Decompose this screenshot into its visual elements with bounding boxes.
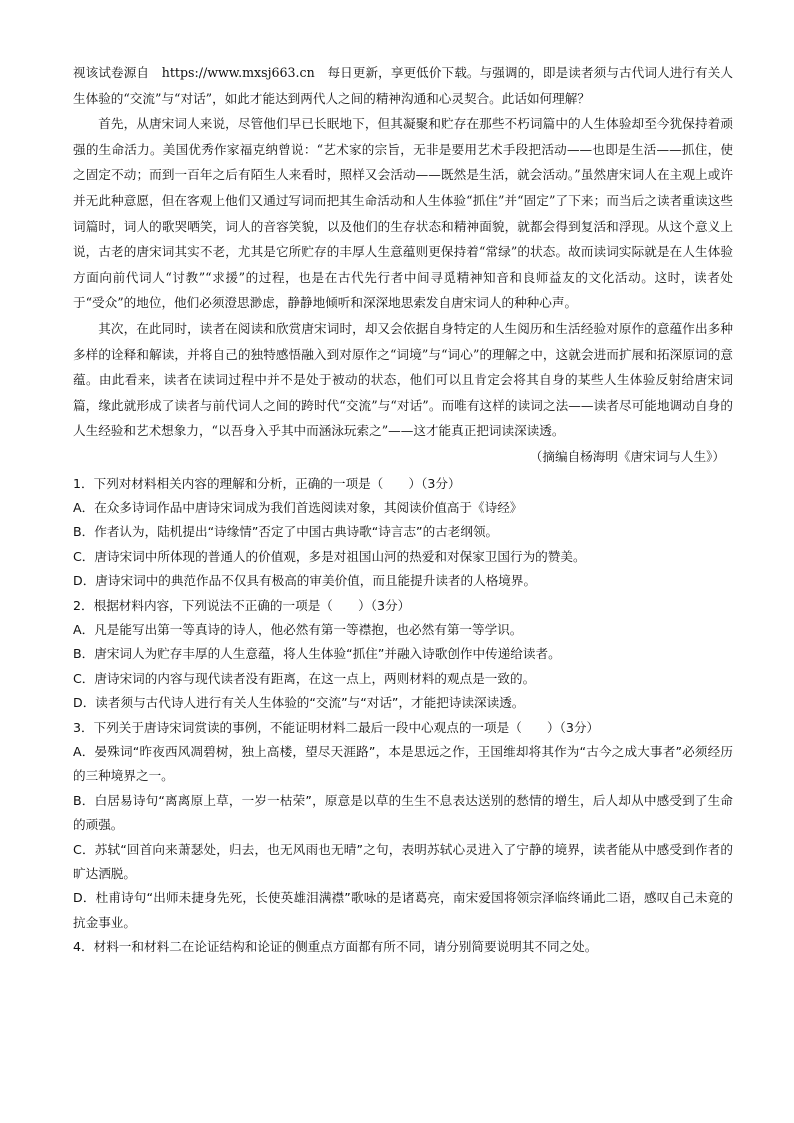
option-d: D．杜甫诗句“出师未捷身先死，长使英雄泪满襟”歌咏的是诸葛亮，南宋爱国将领宗泽临终诵此二语，感叹自己未竟的抗金事业。 (73, 890, 733, 930)
passage (73, 60, 733, 470)
passage-paragraph-3: 其次，在此同时，读者在阅读和欣赏唐宋词时，却又会依据自身特定的人生阅历和生活经验对原作的意蕴作出多种多样的诠释和解读，并将自己的独特感悟融入到对原作之“词境”与“词心”的理解之中，这就会进而扩展和拓深原词的意蕴。由此看来，读者在读词过程中并不是处于被动的状态，他们可以且肯定会将其自身的某些人生体验反射给唐宋词篇，缘此就形成了读者与前代词人之间的跨时代“交流”与“对话”。而唯有这样的读词之法——读者尽可能地调动自身的人生经验和艺术想象力，“以吾身入乎其中而涵泳玩索之”——这才能真正把词读深读透。 (73, 320, 733, 439)
option-a: A．在众多诗词作品中唐诗宋词成为我们首选阅读对象，其阅读价值高于《诗经》 (73, 499, 523, 515)
option-b: B．白居易诗句“离离原上草，一岁一枯荣”，原意是以草的生生不息表达送别的愁情的增生，后人却从中感受到了生命的顽强。 (73, 792, 733, 833)
passage-paragraph-1: 视该试卷源自 https://www.mxsj663.cn 每日更新，享更低价下载。与强调的，即是读者须与古代词人进行有关人生体验的“交流”与“对话”，如此才能达到两代人之间的精神沟通和心灵契合。此话如何理解？ (73, 65, 733, 106)
exam-page (73, 60, 733, 960)
question-3 (73, 716, 733, 936)
option-c: C．苏轼“回首向来萧瑟处，归去，也无风雨也无晴”之句，表明苏轼心灵进入了宁静的境界，读者能从中感受到作者的旷达洒脱。 (73, 841, 733, 881)
option-d: D．唐诗宋词中的典范作品不仅具有极高的审美价值，而且能提升读者的人格境界。 (73, 573, 537, 589)
option-d: D．读者须与古代诗人进行有关人生体验的“交流”与“对话”，才能把诗读深读透。 (73, 695, 525, 711)
passage-source: （摘编自杨海明《唐宋词与人生》） (529, 448, 725, 464)
option-a: A．凡是能写出第一等真诗的诗人，他必然有第一等襟抱，也必然有第一等学识。 (73, 621, 523, 637)
option-list (73, 618, 733, 716)
option-a: A．晏殊词“昨夜西风凋碧树，独上高楼，望尽天涯路”，本是思远之作，王国维却将其作为“古今之成大事者”必须经历的三种境界之一。 (73, 743, 733, 784)
option-c: C．唐诗宋词中所体现的普通人的价值观，多是对祖国山河的热爱和对保家卫国行为的赞美。 (73, 548, 586, 564)
option-b: B．唐宋词人为贮存丰厚的人生意蕴，将人生体验“抓住”并融入诗歌创作中传递给读者。 (73, 646, 561, 662)
passage-paragraph-2: 首先，从唐宋词人来说，尽管他们早已长眠地下，但其凝聚和贮存在那些不朽词篇中的人生体验却至今犹保持着顽强的生命活力。美国优秀作家福克纳曾说：“艺术家的宗旨，无非是要用艺术手段把活动——也即是生活——抓住，使之固定不动；而到一百年之后有陌生人来看时，照样又会活动——既然是生活，就会活动。”虽然唐宋词人在主观上或许并无此种意愿，但在客观上他们又通过写词而把其生命活动和人生体验“抓住”并“固定”了下来；而当后之读者重读这些词篇时，词人的歌哭哂笑，词人的音容笑貌，以及他们的生存状态和精神面貌，就都会得到复活和浮现。从这个意义上说，古老的唐宋词其实不老，尤其是它所贮存的丰厚人生意蕴则更保持着“常绿”的状态。故而读词实际就是在人生体验方面向前代词人“讨教”“求援”的过程，也是在古代先行者中间寻觅精神知音和良师益友的文化活动。这时，读者处于“受众”的地位，他们必须澄思渺虑，静静地倾听和深深地思索发自唐宋词人的种种心声。 (73, 116, 733, 311)
question-stem: 2．根据材料内容，下列说法不正确的一项是（ ）（3分） (73, 597, 411, 613)
question-2 (73, 594, 733, 716)
question-list (73, 472, 733, 960)
option-list (73, 496, 733, 594)
question-stem: 4．材料一和材料二在论证结构和论证的侧重点方面都有所不同，请分别简要说明其不同之处。 (73, 939, 598, 955)
option-b: B．作者认为，陆机提出“诗缘情”否定了中国古典诗歌“诗言志”的古老纲领。 (73, 524, 499, 540)
option-c: C．唐诗宋词的内容与现代读者没有距离，在这一点上，两则材料的观点是一致的。 (73, 670, 536, 686)
question-stem: 3．下列关于唐诗宋词赏读的事例，不能证明材料二最后一段中心观点的一项是（ ）（3分） (73, 719, 600, 735)
question-stem: 1．下列对材料相关内容的理解和分析，正确的一项是（ ）（3分） (73, 475, 461, 491)
question-1 (73, 472, 733, 594)
question-4 (73, 935, 733, 959)
option-list (73, 740, 733, 935)
